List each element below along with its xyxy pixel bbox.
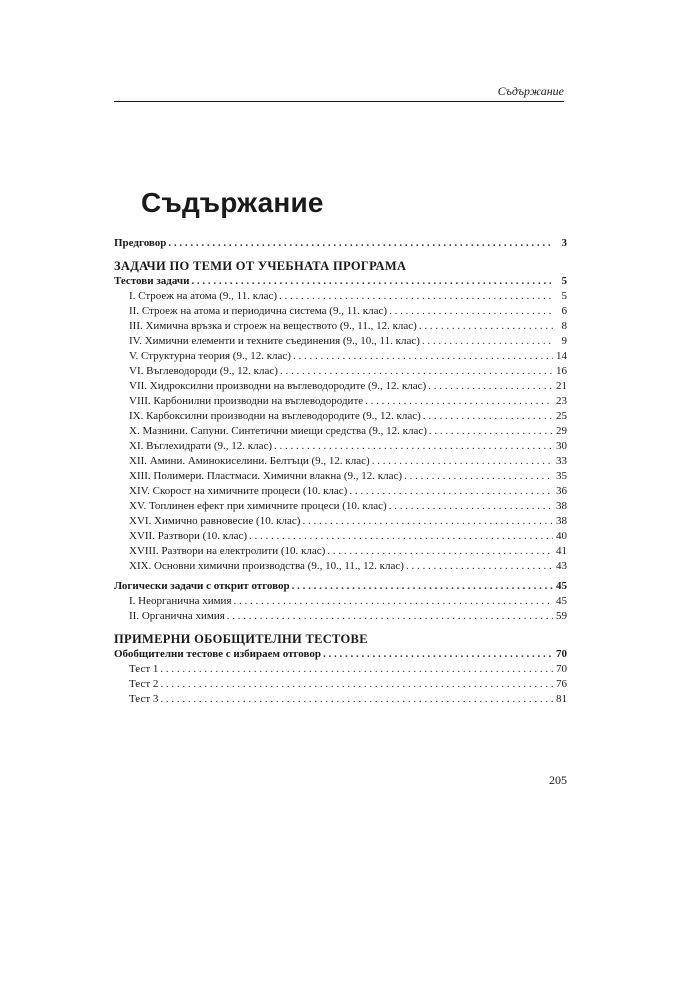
toc-entry-page: 38 [556, 500, 567, 512]
toc-entry[interactable] [114, 499, 567, 514]
toc-entry[interactable] [114, 364, 567, 379]
table-of-contents [114, 236, 567, 707]
toc-entry-page: 3 [561, 237, 567, 249]
toc-entry-label: VII. Хидроксилни производни на въглеводородите (9., 12. клас) [129, 380, 427, 392]
toc-entry-label: IV. Химични елементи и техните съединения (9., 10., 11. клас) [129, 335, 420, 347]
toc-entry-label: Тест 2 [129, 678, 159, 690]
toc-entry-page: 81 [556, 693, 567, 705]
toc-list-logic-tasks [114, 594, 567, 624]
toc-entry[interactable] [114, 304, 567, 319]
toc-entry-label: IX. Карбоксилни производни на въглеводородите (9., 12. клас) [129, 410, 421, 422]
leader-dots [404, 469, 553, 484]
toc-section-label: Обобщителни тестове с избираем отговор [114, 648, 321, 660]
toc-entry-page: 45 [556, 595, 567, 607]
toc-entry-label: XVII. Разтвори (10. клас) [129, 530, 248, 542]
toc-entry-page: 14 [556, 350, 567, 362]
toc-entry-page: 9 [561, 335, 567, 347]
toc-entry[interactable] [114, 529, 567, 544]
part-heading-1: ЗАДАЧИ ПО ТЕМИ ОТ УЧЕБНАТА ПРОГРАМА [114, 259, 407, 273]
toc-entry[interactable] [114, 514, 567, 529]
toc-entry[interactable] [114, 559, 567, 574]
toc-entry[interactable] [114, 409, 567, 424]
leader-dots [249, 529, 553, 544]
toc-entry-page: 21 [556, 380, 567, 392]
toc-section-page: 5 [561, 275, 567, 287]
toc-entry-page: 8 [561, 320, 567, 332]
toc-entry-page: 59 [556, 610, 567, 622]
toc-entry-label: XIII. Полимери. Пластмаси. Химични влакна (9., 12. клас) [129, 470, 403, 482]
toc-entry-label: Тест 1 [129, 663, 159, 675]
leader-dots [274, 439, 553, 454]
leader-dots [389, 304, 553, 319]
toc-entry-label: III. Химична връзка и строеж на веществото (9., 11., 12. клас) [129, 320, 417, 332]
toc-entry-label: V. Структурна теория (9., 12. клас) [129, 350, 291, 362]
toc-entry-page: 5 [561, 290, 567, 302]
toc-entry-label: XVI. Химично равновесие (10. клас) [129, 515, 301, 527]
leader-dots [293, 349, 553, 364]
toc-entry-label: XI. Въглехидрати (9., 12. клас) [129, 440, 273, 452]
toc-entry-page: 36 [556, 485, 567, 497]
toc-entry-page: 25 [556, 410, 567, 422]
toc-entry-label: II. Строеж на атома и периодична система (9., 11. клас) [129, 305, 388, 317]
page-number: 205 [549, 773, 567, 787]
toc-entry-preface[interactable] [114, 236, 567, 251]
toc-entry[interactable] [114, 544, 567, 559]
toc-list-summary-tests [114, 662, 567, 707]
toc-entry[interactable] [114, 469, 567, 484]
toc-entry[interactable] [114, 454, 567, 469]
toc-entry-label: X. Мазнини. Сапуни. Синтетични миещи средства (9., 12. клас) [129, 425, 427, 437]
toc-entry-page: 70 [556, 663, 567, 675]
toc-entry-label: I. Строеж на атома (9., 11. клас) [129, 290, 278, 302]
toc-entry[interactable] [114, 594, 567, 609]
toc-section-label: Тестови задачи [114, 275, 190, 287]
toc-entry-page: 33 [556, 455, 567, 467]
leader-dots [160, 692, 553, 707]
toc-entry[interactable] [114, 289, 567, 304]
toc-entry-label: XIX. Основни химични производства (9., 10., 11., 12. клас) [129, 560, 404, 572]
toc-entry-page: 35 [556, 470, 567, 482]
toc-entry-label: VI. Въглеводороди (9., 12. клас) [129, 365, 278, 377]
toc-entry-label: VIII. Карбонилни производни на въглеводородите [129, 395, 364, 407]
toc-section-summary-tests[interactable] [114, 647, 567, 662]
leader-dots [389, 499, 553, 514]
toc-entry-page: 41 [556, 545, 567, 557]
toc-entry[interactable] [114, 424, 567, 439]
toc-entry-label: XII. Амини. Аминокиселини. Белтъци (9., 12. клас) [129, 455, 370, 467]
running-head: Съдържание [497, 84, 564, 98]
toc-section-logic-tasks[interactable] [114, 579, 567, 594]
toc-entry-page: 43 [556, 560, 567, 572]
leader-dots [422, 334, 553, 349]
toc-section-page: 45 [556, 580, 567, 592]
leader-dots [279, 289, 553, 304]
toc-entry-page: 76 [556, 678, 567, 690]
toc-entry-label: I. Неорганична химия [129, 595, 232, 607]
leader-dots [280, 364, 553, 379]
toc-entry[interactable] [114, 394, 567, 409]
leader-dots [419, 319, 553, 334]
leader-dots [191, 274, 553, 289]
toc-list-test-tasks [114, 289, 567, 574]
toc-entry[interactable] [114, 662, 567, 677]
leader-dots [168, 236, 553, 251]
leader-dots [349, 484, 553, 499]
leader-dots [423, 409, 553, 424]
toc-entry[interactable] [114, 349, 567, 364]
leader-dots [227, 609, 553, 624]
toc-entry-page: 40 [556, 530, 567, 542]
toc-entry[interactable] [114, 319, 567, 334]
toc-entry-label: XV. Топлинен ефект при химичните процеси (10. клас) [129, 500, 387, 512]
leader-dots [302, 514, 553, 529]
toc-entry-page: 16 [556, 365, 567, 377]
toc-entry[interactable] [114, 677, 567, 692]
toc-entry-label: II. Органична химия [129, 610, 225, 622]
toc-entry-page: 29 [556, 425, 567, 437]
toc-entry-label: XVIII. Разтвори на електролити (10. клас) [129, 545, 326, 557]
toc-entry[interactable] [114, 692, 567, 707]
leader-dots [372, 454, 553, 469]
toc-entry-label: Предговор [114, 237, 167, 249]
leader-dots [406, 559, 553, 574]
leader-dots [429, 424, 553, 439]
toc-entry-label: XIV. Скорост на химичните процеси (10. клас) [129, 485, 348, 497]
leader-dots [323, 647, 553, 662]
toc-section-label: Логически задачи с открит отговор [114, 580, 290, 592]
page-title: Съдържание [141, 187, 324, 218]
toc-entry[interactable] [114, 484, 567, 499]
toc-section-test-tasks[interactable] [114, 274, 567, 289]
toc-entry-page: 6 [561, 305, 567, 317]
header-rule [114, 101, 564, 102]
leader-dots [160, 677, 553, 692]
toc-entry-page: 23 [556, 395, 567, 407]
leader-dots [160, 662, 553, 677]
toc-entry[interactable] [114, 609, 567, 624]
toc-entry[interactable] [114, 439, 567, 454]
toc-entry-page: 38 [556, 515, 567, 527]
toc-section-page: 70 [556, 648, 567, 660]
toc-entry[interactable] [114, 334, 567, 349]
leader-dots [292, 579, 553, 594]
leader-dots [365, 394, 553, 409]
toc-entry[interactable] [114, 379, 567, 394]
toc-entry-label: Тест 3 [129, 693, 159, 705]
part-heading-2: ПРИМЕРНИ ОБОБЩИТЕЛНИ ТЕСТОВЕ [114, 632, 368, 646]
leader-dots [234, 594, 553, 609]
toc-entry-page: 30 [556, 440, 567, 452]
leader-dots [327, 544, 553, 559]
leader-dots [428, 379, 553, 394]
